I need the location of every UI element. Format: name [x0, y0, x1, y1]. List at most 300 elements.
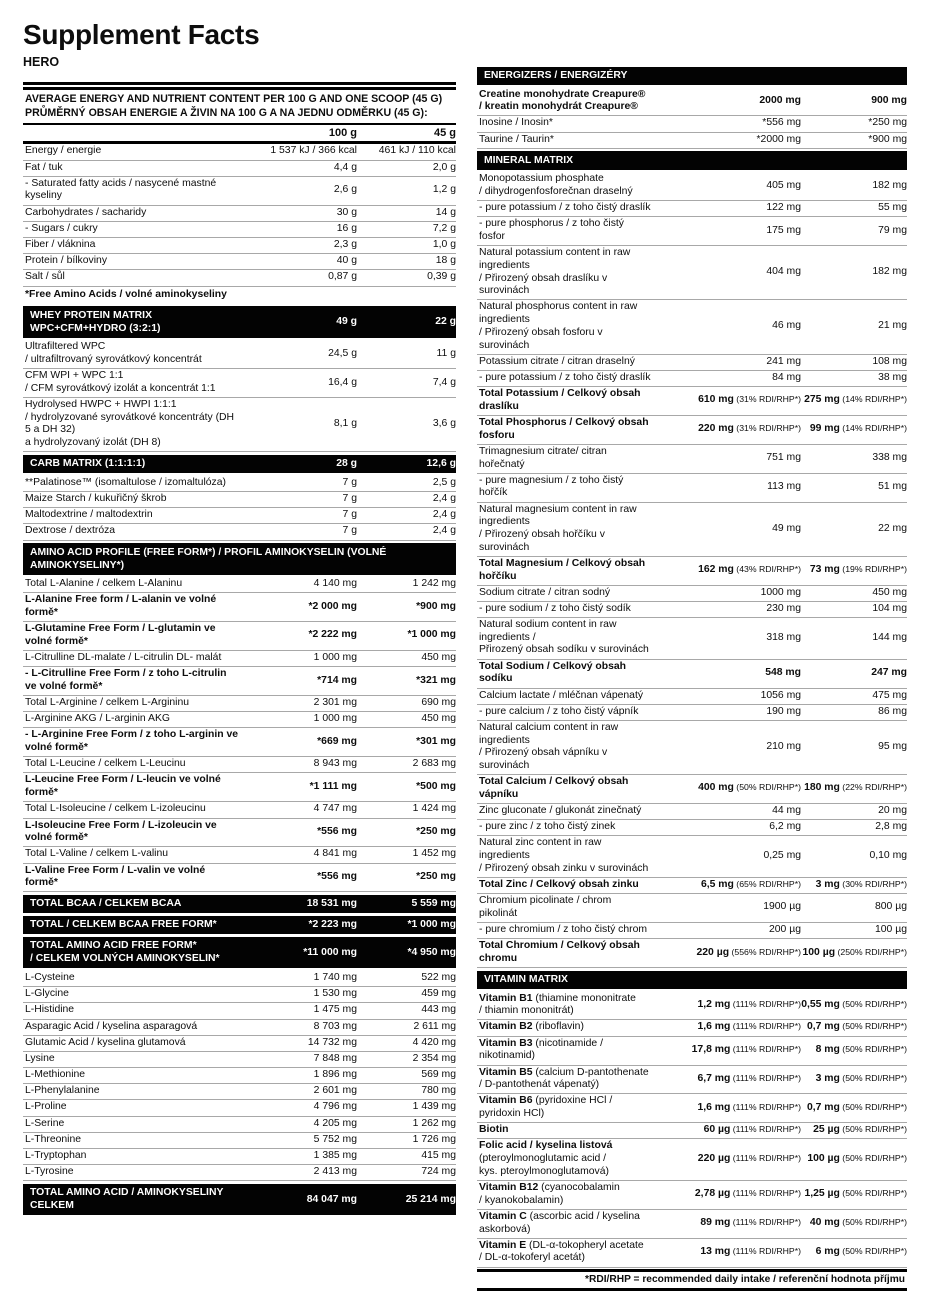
row-label: - pure zinc / z toho čistý zinek — [479, 821, 616, 833]
row-label: TOTAL AMINO ACID FREE FORM* / CELKEM VOLNÝCH AMINOKYSELIN* — [30, 940, 220, 965]
row-label: L-Serine — [25, 1117, 65, 1129]
table-row — [477, 1020, 907, 1036]
right-table-rows — [477, 67, 907, 1268]
value-100g: 6,7 mg (111% RDI/RHP*) — [697, 1072, 801, 1084]
column-header-spacer — [23, 127, 239, 139]
row-label: Maltodextrine / maltodextrin — [25, 509, 153, 521]
value-100g: 318 mg — [766, 631, 801, 643]
table-row — [23, 728, 456, 757]
table-row — [477, 416, 907, 445]
table-row — [23, 1100, 456, 1116]
value-45g: 1 726 mg — [412, 1133, 456, 1145]
row-label: - Sugars / cukry — [25, 222, 98, 234]
value-100g: 7 848 mg — [313, 1052, 357, 1064]
table-row — [477, 1066, 907, 1095]
value-45g: 108 mg — [872, 355, 907, 367]
row-label: Glutamic Acid / kyselina glutamová — [25, 1036, 186, 1048]
value-100g: 113 mg — [767, 481, 801, 493]
value-100g: 7 g — [342, 476, 357, 488]
value-100g: 1,6 mg (111% RDI/RHP*) — [697, 1101, 801, 1113]
value-45g: 800 µg — [875, 901, 907, 913]
table-row — [23, 651, 456, 667]
value-100g: 46 mg — [772, 320, 801, 332]
value-45g: 144 mg — [872, 631, 907, 643]
value-100g: 7 g — [342, 509, 357, 521]
row-label: Natural calcium content in raw ingredients / Přirozený obsah vápníku v surovinách — [479, 721, 619, 771]
table-row — [23, 1149, 456, 1165]
value-45g: 2 683 mg — [412, 758, 456, 770]
table-row — [23, 1133, 456, 1149]
row-label: Zinc gluconate / glukonát zinečnatý — [479, 805, 642, 816]
value-100g: 1000 mg — [760, 586, 801, 598]
row-label: Vitamin B1 (thiamine mononitrate / thiamin mononitrát) — [479, 992, 636, 1017]
table-row — [477, 1239, 907, 1268]
table-row — [477, 878, 907, 894]
row-label: L-Leucine Free Form / L-leucin ve volné formě* — [25, 774, 221, 799]
left-table-rows — [23, 144, 456, 1215]
table-row — [477, 992, 907, 1021]
section-bar — [477, 971, 907, 990]
row-label: WHEY PROTEIN MATRIX WPC+CFM+HYDRO (3:2:1) — [30, 309, 161, 334]
value-45g: 1 424 mg — [412, 803, 456, 815]
value-100g: 1,6 mg (111% RDI/RHP*) — [697, 1021, 801, 1033]
value-100g: 210 mg — [766, 740, 801, 752]
row-label: Vitamin B6 (pyridoxine HCl / pyridoxin HCl) — [479, 1095, 613, 1120]
value-45g: 180 mg (22% RDI/RHP*) — [804, 782, 907, 794]
value-100g: 30 g — [336, 206, 357, 218]
value-45g: 22 mg — [878, 522, 907, 534]
table-row — [477, 172, 907, 201]
table-description-cz: PRŮMĚRNÝ OBSAH ENERGIE A ŽIVIN NA 100 G A NA JEDNU ODMĚRKU (45 G): — [25, 107, 428, 120]
table-row — [23, 971, 456, 987]
value-45g: 461 kJ / 110 kcal — [378, 145, 456, 157]
column-header-100g: 100 g — [328, 126, 357, 139]
row-label: Total Sodium / Celkový obsah sodíku — [479, 660, 627, 685]
table-row — [23, 1117, 456, 1133]
table-row — [477, 557, 907, 586]
row-label: Vitamin B5 (calcium D-pantothenate / D-pantothenát vápenatý) — [479, 1066, 649, 1091]
table-row — [477, 705, 907, 721]
row-label: Energy / energie — [25, 145, 102, 157]
row-label: **Palatinose™ (isomaltulose / izomaltulóza) — [25, 476, 226, 488]
row-label: Lysine — [25, 1052, 55, 1064]
row-label: Total Potassium / Celkový obsah draslíku — [479, 388, 641, 412]
value-100g: 4 796 mg — [313, 1101, 357, 1113]
table-row — [23, 238, 456, 254]
row-label: L-Tryptophan — [25, 1150, 87, 1162]
value-100g: 89 mg (111% RDI/RHP*) — [700, 1217, 801, 1229]
value-100g: *556 mg — [317, 825, 357, 837]
row-label: TOTAL BCAA / CELKEM BCAA — [30, 898, 182, 910]
value-100g: 610 mg (31% RDI/RHP*) — [698, 394, 801, 406]
row-label: Vitamin B3 (nicotinamide / nikotinamid) — [479, 1037, 603, 1062]
table-row — [477, 133, 907, 149]
value-100g: 230 mg — [766, 602, 801, 614]
value-100g: *669 mg — [317, 735, 357, 747]
row-label: L-Histidine — [25, 1004, 75, 1016]
value-45g: 1 439 mg — [412, 1101, 456, 1113]
value-100g: *2 000 mg — [308, 600, 357, 612]
row-label: - pure calcium / z toho čistý vápník — [479, 705, 639, 717]
row-label: ENERGIZERS / ENERGIZÉRY — [484, 70, 628, 81]
value-45g: 25 µg (50% RDI/RHP*) — [813, 1124, 907, 1136]
row-label: Asparagic Acid / kyselina asparagová — [25, 1020, 198, 1032]
value-100g: 2 301 mg — [313, 697, 357, 709]
table-row — [477, 1210, 907, 1239]
value-45g: 1,2 g — [432, 184, 456, 196]
value-100g: 8,1 g — [333, 418, 357, 430]
table-row — [23, 819, 456, 848]
table-row — [23, 1165, 456, 1181]
value-45g: *250 mg — [868, 117, 907, 129]
row-label: Total Chromium / Celkový obsah chromu — [479, 940, 640, 964]
row-label: Dextrose / dextróza — [25, 525, 116, 537]
value-100g: 1 537 kJ / 366 kcal — [270, 145, 357, 157]
table-row — [477, 1094, 907, 1123]
value-100g: 400 mg (50% RDI/RHP*) — [698, 782, 801, 794]
row-label: Natural sodium content in raw ingredients / Přirozený obsah sodíku v surovinách — [479, 619, 649, 656]
value-100g: 1056 mg — [760, 689, 801, 701]
value-100g: 2000 mg — [759, 94, 801, 106]
table-row — [23, 757, 456, 773]
value-100g: 8 703 mg — [313, 1020, 357, 1032]
table-row — [477, 820, 907, 836]
row-label: L-Arginine AKG / L-arginin AKG — [25, 713, 170, 725]
value-45g: 11 g — [436, 347, 456, 359]
section-bar — [23, 916, 456, 935]
value-100g: 60 µg (111% RDI/RHP*) — [703, 1124, 801, 1136]
row-label: Vitamin B12 (cyanocobalamin / kyanokobalamin) — [479, 1182, 620, 1206]
row-label: - pure potassium / z toho čistý draslík — [479, 202, 651, 214]
row-label: Trimagnesium citrate/ citran hořečnatý — [479, 445, 607, 470]
table-row — [477, 775, 907, 804]
row-label: Chromium picolinate / chrom pikolinát — [479, 895, 612, 919]
value-100g: 4 205 mg — [313, 1117, 357, 1129]
value-45g: 18 g — [435, 255, 456, 267]
value-45g: 900 mg — [871, 94, 907, 106]
value-45g: 459 mg — [421, 988, 456, 1000]
value-45g: 95 mg — [878, 740, 907, 752]
value-100g: 2,78 µg (111% RDI/RHP*) — [694, 1188, 801, 1200]
table-row — [477, 300, 907, 354]
value-45g: 475 mg — [872, 689, 907, 701]
value-100g: *556 mg — [762, 117, 801, 129]
value-100g: 6,5 mg (65% RDI/RHP*) — [700, 878, 801, 890]
value-45g: 99 mg (14% RDI/RHP*) — [809, 423, 907, 435]
table-row — [23, 1020, 456, 1036]
table-row — [23, 270, 456, 286]
value-100g: 1 896 mg — [313, 1069, 357, 1081]
table-row — [23, 206, 456, 222]
value-100g: 84 047 mg — [306, 1193, 357, 1205]
table-row — [477, 217, 907, 246]
row-label: Vitamin C (ascorbic acid / kyselina askorbová) — [479, 1210, 640, 1235]
row-label: L-Methionine — [25, 1069, 86, 1081]
value-45g: 2,0 g — [432, 161, 456, 173]
row-label: L-Phenylalanine — [25, 1085, 100, 1097]
value-100g: 0,25 mg — [763, 850, 801, 862]
row-label: - Saturated fatty acids / nasycené mastné kyseliny — [25, 177, 217, 202]
value-45g: 40 mg (50% RDI/RHP*) — [809, 1217, 907, 1229]
row-label: L-Citrulline DL-malate / L-citrulin DL- malát — [25, 651, 222, 663]
value-45g: 104 mg — [872, 602, 907, 614]
row-label: Maize Starch / kukuřičný škrob — [25, 492, 167, 504]
value-45g: 7,4 g — [432, 376, 456, 388]
table-row — [23, 476, 456, 492]
value-100g: 1 000 mg — [313, 651, 357, 663]
value-45g: 1,0 g — [432, 239, 456, 251]
table-row — [23, 1052, 456, 1068]
value-45g: 2,8 mg — [875, 821, 907, 833]
value-45g: 100 µg — [875, 924, 907, 935]
table-row — [23, 667, 456, 696]
value-45g: 0,10 mg — [869, 850, 907, 862]
row-label: Total L-Alanine / celkem L-Alaninu — [25, 578, 183, 590]
value-45g: 0,39 g — [427, 271, 456, 283]
row-label: Total Phosphorus / Celkový obsah fosforu — [479, 416, 649, 441]
value-100g: 40 g — [336, 255, 357, 267]
table-row — [477, 1037, 907, 1066]
value-45g: 275 mg (14% RDI/RHP*) — [804, 394, 907, 406]
value-100g: 2,6 g — [333, 184, 357, 196]
value-45g: *900 mg — [416, 600, 456, 612]
row-label: Vitamin E (DL-α-tokopheryl acetate / DL-α-tokoferyl acetát) — [479, 1239, 644, 1264]
value-45g: 2 354 mg — [412, 1052, 456, 1064]
value-45g: 21 mg — [878, 320, 907, 332]
table-row — [23, 987, 456, 1003]
table-row — [23, 1084, 456, 1100]
section-bar — [477, 67, 907, 86]
value-100g: 162 mg (43% RDI/RHP*) — [698, 564, 801, 576]
value-45g: 0,7 mg (50% RDI/RHP*) — [806, 1021, 907, 1033]
value-45g: *500 mg — [416, 780, 456, 792]
row-label: Total Calcium / Celkový obsah vápníku — [479, 776, 629, 800]
value-100g: 7 g — [342, 525, 357, 537]
value-45g: 4 420 mg — [412, 1036, 456, 1048]
value-100g: 175 mg — [766, 224, 801, 236]
table-row — [477, 371, 907, 387]
value-45g: 1,25 µg (50% RDI/RHP*) — [804, 1188, 907, 1200]
value-100g: *2 222 mg — [308, 629, 357, 641]
value-45g: 7,2 g — [432, 222, 456, 234]
value-45g: 2,4 g — [432, 492, 456, 504]
row-label: - L-Arginine Free Form / z toho L-arginin ve volné formě* — [25, 729, 239, 754]
table-row — [23, 340, 456, 369]
value-45g: *1 000 mg — [407, 919, 456, 931]
value-45g: 5 559 mg — [411, 898, 456, 910]
row-label: Natural zinc content in raw ingredients / Přirozený obsah zinku v surovinách — [479, 837, 649, 874]
value-45g: 6 mg (50% RDI/RHP*) — [815, 1246, 907, 1258]
value-45g: 1 262 mg — [412, 1117, 456, 1129]
table-row — [23, 492, 456, 508]
row-label: Total L-Isoleucine / celkem L-izoleucinu — [25, 803, 206, 815]
row-label: - pure potassium / z toho čistý draslík — [479, 371, 651, 383]
table-row — [23, 847, 456, 863]
value-100g: 24,5 g — [328, 347, 357, 359]
table-row — [23, 398, 456, 452]
value-100g: 1 385 mg — [313, 1150, 357, 1162]
table-row — [477, 88, 907, 117]
table-row — [477, 355, 907, 371]
value-100g: 17,8 mg (111% RDI/RHP*) — [691, 1043, 801, 1055]
value-100g: 1 000 mg — [313, 713, 357, 725]
table-row — [23, 712, 456, 728]
value-45g: 100 µg (50% RDI/RHP*) — [807, 1153, 907, 1165]
value-100g: 5 752 mg — [313, 1133, 357, 1145]
table-row — [23, 524, 456, 540]
row-label: AMINO ACID PROFILE (FREE FORM*) / PROFIL AMINOKYSELIN (VOLNÉ AMINOKYSELINY*) — [30, 546, 387, 571]
column-headers — [23, 123, 456, 145]
row-label: Total Magnesium / Celkový obsah hořčíku — [479, 557, 646, 582]
table-row — [477, 1123, 907, 1139]
row-label: L-Cysteine — [25, 971, 75, 983]
double-rule-divider — [23, 82, 456, 90]
value-45g: *900 mg — [868, 133, 907, 145]
value-100g: 14 732 mg — [307, 1036, 357, 1048]
row-label: Carbohydrates / sacharidy — [25, 206, 147, 218]
table-row — [477, 894, 907, 923]
row-label: Protein / bílkoviny — [25, 255, 108, 267]
row-label: Ultrafiltered WPC / ultrafiltrovaný syrovátkový koncentrát — [25, 341, 202, 365]
table-row — [23, 1036, 456, 1052]
table-row — [23, 622, 456, 651]
value-100g: 1 740 mg — [313, 971, 357, 983]
value-100g: 2 413 mg — [313, 1166, 357, 1178]
value-100g: 16 g — [336, 222, 357, 234]
value-100g: 1 530 mg — [313, 988, 357, 1000]
value-45g: 443 mg — [421, 1004, 456, 1016]
row-label: Sodium citrate / citran sodný — [479, 586, 611, 598]
table-row — [477, 939, 907, 968]
value-100g: 7 g — [342, 492, 357, 504]
row-label: Vitamin B2 (riboflavin) — [479, 1021, 584, 1033]
table-row — [477, 586, 907, 602]
value-100g: 220 µg (111% RDI/RHP*) — [697, 1153, 801, 1165]
table-row — [477, 804, 907, 820]
table-description-en: AVERAGE ENERGY AND NUTRIENT CONTENT PER 100 G AND ONE SCOOP (45 G) — [25, 93, 443, 106]
row-label: VITAMIN MATRIX — [484, 974, 568, 986]
table-row — [477, 923, 907, 939]
row-label: Fat / tuk — [25, 161, 63, 173]
value-100g: 1 475 mg — [313, 1004, 357, 1016]
value-45g: 86 mg — [878, 705, 907, 717]
row-label: Total Zinc / Celkový obsah zinku — [479, 878, 639, 890]
row-label: Fiber / vláknina — [25, 239, 96, 251]
row-label: L-Alanine Free form / L-alanin ve volné formě* — [25, 594, 217, 618]
table-row — [23, 144, 456, 160]
value-45g: 73 mg (19% RDI/RHP*) — [809, 564, 907, 576]
row-label: Biotin — [479, 1124, 509, 1136]
table-row — [477, 387, 907, 416]
value-45g: 690 mg — [421, 697, 456, 709]
value-100g: 241 mg — [766, 355, 801, 367]
value-45g: 38 mg — [878, 371, 907, 383]
value-100g: *714 mg — [317, 674, 357, 686]
value-45g: *250 mg — [416, 825, 456, 837]
value-45g: 0,55 mg (50% RDI/RHP*) — [801, 998, 907, 1010]
value-45g: 569 mg — [421, 1069, 456, 1081]
value-45g: *250 mg — [416, 870, 456, 882]
table-row — [23, 577, 456, 593]
value-45g: *321 mg — [416, 674, 456, 686]
table-row — [477, 689, 907, 705]
value-100g: 548 mg — [765, 666, 801, 678]
row-label: Natural magnesium content in raw ingredients / Přirozený obsah hořčíku v surovinách — [479, 503, 637, 553]
value-100g: 190 mg — [766, 705, 801, 717]
table-row — [23, 161, 456, 177]
value-45g: 55 mg — [878, 202, 907, 214]
value-45g: *4 950 mg — [407, 946, 456, 958]
value-100g: 2 601 mg — [313, 1085, 357, 1097]
value-100g: 44 mg — [772, 805, 801, 816]
table-row — [23, 864, 456, 893]
row-label: L-Valine Free Form / L-valin ve volné formě* — [25, 864, 206, 889]
value-45g: 247 mg — [871, 666, 907, 678]
row-label: Inosine / Inosin* — [479, 117, 553, 129]
value-45g: 2 611 mg — [413, 1020, 456, 1032]
row-label: L-Glutamine Free Form / L-glutamin ve volné formě* — [25, 623, 216, 647]
table-row — [477, 445, 907, 474]
row-label: Total L-Leucine / celkem L-Leucinu — [25, 758, 186, 770]
value-100g: 0,87 g — [328, 271, 357, 283]
value-100g: *11 000 mg — [303, 946, 357, 958]
table-row — [23, 696, 456, 712]
value-100g: 84 mg — [772, 371, 801, 383]
value-45g: 450 mg — [872, 586, 907, 598]
value-100g: 16,4 g — [328, 376, 357, 388]
value-45g: 25 214 mg — [405, 1193, 456, 1205]
column-header-45g: 45 g — [433, 126, 456, 139]
left-column — [23, 20, 456, 1218]
footnote: *RDI/RHP = recommended daily intake / referenční hodnota příjmu — [477, 1269, 907, 1291]
row-label: - pure magnesium / z toho čistý hořčík — [479, 474, 624, 499]
value-100g: 220 µg (556% RDI/RHP*) — [696, 946, 801, 958]
value-100g: 4 747 mg — [313, 803, 357, 815]
section-bar — [23, 543, 456, 575]
value-45g: 2,5 g — [432, 476, 456, 488]
row-label: CFM WPI + WPC 1:1 / CFM syrovátkový izolát a koncentrát 1:1 — [25, 370, 216, 394]
row-label: Total L-Valine / celkem L-valinu — [25, 848, 169, 860]
row-label: L-Isoleucine Free Form / L-izoleucin ve volné formě* — [25, 819, 217, 844]
value-100g: 13 mg (111% RDI/RHP*) — [700, 1246, 801, 1258]
row-label: L-Glycine — [25, 988, 69, 1000]
table-row — [23, 254, 456, 270]
value-45g: 182 mg — [872, 179, 907, 191]
value-100g: 405 mg — [766, 179, 801, 191]
value-45g: 51 mg — [878, 481, 907, 493]
row-label: Total L-Arginine / celkem L-Argininu — [25, 697, 190, 709]
section-bar — [477, 151, 907, 170]
row-label: L-Proline — [25, 1101, 67, 1113]
table-row — [477, 1139, 907, 1181]
value-100g: 6,2 mg — [769, 821, 801, 833]
row-label: Hydrolysed HWPC + HWPI 1:1:1 / hydrolyzované syrovátkové koncentráty (DH 5 a DH 32) a hydrolyzovaný izolát (DH 8) — [25, 399, 235, 449]
row-label: - L-Citrulline Free Form / z toho L-citrulin ve volné formě* — [25, 668, 227, 692]
value-100g: 220 mg (31% RDI/RHP*) — [698, 423, 801, 435]
row-label: TOTAL / CELKEM BCAA FREE FORM* — [30, 919, 217, 931]
table-row — [23, 508, 456, 524]
row-label: - pure sodium / z toho čistý sodík — [479, 602, 631, 614]
value-100g: 49 mg — [772, 522, 801, 534]
value-45g: *301 mg — [416, 735, 456, 747]
table-row — [477, 836, 907, 878]
value-100g: 8 943 mg — [313, 758, 357, 770]
value-100g: 200 µg — [769, 924, 801, 935]
table-row — [23, 1003, 456, 1019]
section-bar — [23, 895, 456, 914]
value-45g: 450 mg — [421, 713, 456, 725]
value-45g: 182 mg — [872, 266, 907, 278]
